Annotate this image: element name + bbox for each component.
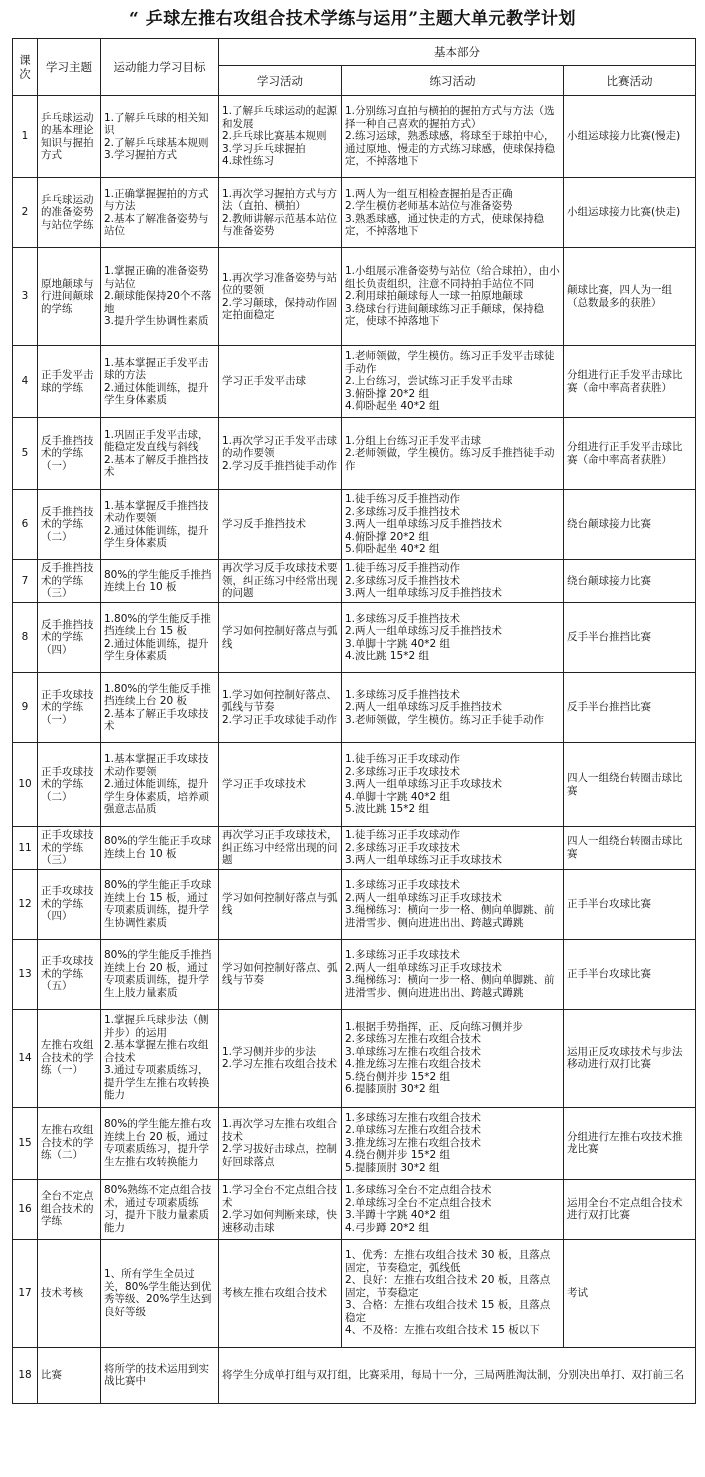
learning-activity-cell-line: 4.球性练习 (222, 155, 275, 168)
practice-activity-cell-line: 2.两人一组单球练习正手攻球技术 (345, 891, 503, 904)
match-activity-cell-line: 反手半台推挡比赛 (567, 701, 651, 714)
topic-cell: 反手推挡技术的学练（二） (38, 490, 101, 560)
practice-activity-cell (342, 418, 564, 490)
learning-activity-cell-line: 2.乒乓球比赛基本规则 (222, 130, 327, 143)
learning-activity-cell-line: 1.再次学习左推右攻组合技术 (222, 1118, 338, 1143)
learning-activity-cell-line: 再次学习正手攻球技术，纠正练习中经常出现的问题 (222, 829, 338, 866)
practice-activity-cell-line: 3.两人一组单球练习正手攻球技术 (345, 854, 503, 866)
lesson-number: 9 (13, 673, 38, 743)
match-activity-cell (564, 96, 696, 178)
topic-cell: 原地颠球与行进间颠球的学练 (38, 248, 101, 346)
goal-cell-line: 1、所有学生全员过关，80%学生能达到优秀等级、20%学生达到良好等级 (104, 1268, 212, 1318)
practice-activity-cell-line: 1.多球练习反手推挡技术 (345, 612, 461, 625)
practice-activity-cell (342, 560, 564, 603)
lesson-number: 8 (13, 603, 38, 673)
table-row (13, 490, 696, 560)
learning-activity-cell-line: 1.学习如何控制好落点、弧线与节奏 (222, 688, 338, 714)
learning-activity-cell (219, 743, 342, 827)
practice-activity-cell-line: 1、优秀：左推右攻组合技术 30 板，且落点固定，节奏稳定，弧线低 (345, 1249, 551, 1274)
header-lesson: 课次 (13, 39, 38, 96)
practice-activity-cell-line: 4.波比跳 15*2 组 (345, 650, 429, 662)
learning-activity-cell (219, 673, 342, 743)
learning-activity-cell-line: 学习如何控制好落点、弧线与节奏 (222, 961, 338, 986)
practice-activity-cell (342, 178, 564, 248)
lesson-number: 16 (13, 1179, 38, 1239)
goal-cell (101, 178, 219, 248)
learning-activity-cell (219, 827, 342, 870)
table-row (13, 1239, 696, 1347)
practice-activity-cell (342, 96, 564, 178)
practice-activity-cell (342, 1009, 564, 1107)
learning-activity-cell-line: 2.学习如何判断来球，快速移动击球 (222, 1209, 338, 1234)
practice-activity-cell-line: 3.两人一组单球练习反手推挡技术 (345, 587, 503, 600)
goal-cell-line: 2.通过体能训练，提升学生身体素质 (104, 524, 209, 549)
goal-cell-line: 80%熟练不定点组合技术，通过专项素质练习，提升下肢力量素质能力 (104, 1184, 212, 1234)
practice-activity-cell-line: 1.分组上台练习正手发平击球 (345, 434, 482, 447)
practice-activity-cell-line: 2.两人一组单球练习反手推挡技术 (345, 625, 503, 637)
lesson-number: 1 (13, 96, 38, 178)
practice-activity-cell-line: 3.单球练习左推右攻组合技术 (345, 1045, 482, 1058)
goal-cell-line: 2.颠球能保持20个不落地 (104, 290, 212, 315)
learning-activity-cell-line: 1.再次学习正手发平击球的动作要领 (222, 434, 338, 460)
practice-activity-cell-line: 5.仰卧起坐 40*2 组 (345, 543, 440, 556)
practice-activity-cell-line: 2.练习运球，熟悉球感，将球至于球拍中心，通过原地、慢走的方式练习球感，使球保持稳定，不掉落地下 (345, 130, 555, 168)
practice-activity-cell-line: 2、良好：左推右攻组合技术 20 板，且落点固定，节奏稳定 (345, 1274, 551, 1299)
lesson-number: 18 (13, 1347, 38, 1403)
learning-activity-cell-line: 2.学习正手攻球徒手动作 (222, 713, 338, 726)
match-activity-cell (564, 248, 696, 346)
practice-activity-cell (342, 346, 564, 418)
learning-activity-cell-line: 1.学习侧并步的步法 (222, 1045, 317, 1058)
practice-activity-cell-line: 3.两人一组单球练习正手攻球技术 (345, 778, 503, 791)
match-activity-cell-line: 反手半台推挡比赛 (567, 631, 651, 644)
match-activity-cell (564, 1107, 696, 1179)
learning-activity-cell-line: 1.学习全台不定点组合技术 (222, 1184, 338, 1209)
learning-activity-cell (219, 869, 342, 939)
match-activity-cell (564, 1009, 696, 1107)
learning-activity-cell-line: 学习如何控制好落点与弧线 (222, 891, 338, 916)
practice-activity-cell-line: 5.绕台侧并步 15*2 组 (345, 1070, 450, 1083)
practice-activity-cell (342, 603, 564, 673)
practice-activity-cell-line: 3.两人一组单球练习反手推挡技术 (345, 518, 503, 531)
practice-activity-cell-line: 3、合格：左推右攻组合技术 15 板，且落点稳定 (345, 1299, 551, 1324)
topic-cell: 比赛 (38, 1347, 101, 1403)
practice-activity-cell-line: 2.多球练习左推右攻组合技术 (345, 1033, 482, 1045)
topic-cell: 反手推挡技术的学练（三） (38, 560, 101, 603)
table-row (13, 1107, 696, 1179)
practice-activity-cell (342, 673, 564, 743)
goal-cell (101, 603, 219, 673)
practice-activity-cell-line: 2.老师领做，学生模仿。练习反手推挡徒手动作 (345, 447, 555, 472)
learning-activity-cell (219, 1107, 342, 1179)
table-row (13, 827, 696, 870)
table-row (13, 560, 696, 603)
lesson-number: 5 (13, 418, 38, 490)
match-activity-cell-line: 运用全台不定点组合技术进行双打比赛 (567, 1196, 683, 1221)
table-row (13, 603, 696, 673)
goal-cell-line: 2.基本掌握左推右攻组合技术 (104, 1039, 209, 1064)
goal-cell-line: 1.基本掌握正手发平击球的方法 (104, 356, 209, 381)
goal-cell-line: 1.80%的学生能反手推挡连续上台 20 板 (104, 682, 211, 707)
learning-activity-cell-line: 3.学习乒乓球握拍 (222, 142, 306, 155)
practice-activity-cell-line: 3.单脚十字跳 40*2 组 (345, 637, 450, 650)
goal-cell (101, 96, 219, 178)
page-title: “ 乒球左推右攻组合技术学练与运用”主题大单元教学计划 (129, 9, 576, 29)
goal-cell-line: 将所学的技术运用到实战比赛中 (104, 1362, 209, 1387)
goal-cell (101, 1239, 219, 1347)
learning-activity-cell-line: 学习正手攻球技术 (222, 778, 306, 791)
goal-cell (101, 490, 219, 560)
lesson-number: 15 (13, 1107, 38, 1179)
learning-activity-cell (219, 96, 342, 178)
table-row (13, 418, 696, 490)
goal-cell (101, 1179, 219, 1239)
practice-activity-cell-line: 1.徒手练习反手推挡动作 (345, 562, 461, 575)
learning-activity-cell-line: 再次学习反手攻球技术要领，纠正练习中经常出现的问题 (222, 562, 338, 600)
match-activity-cell (564, 939, 696, 1009)
learning-activity-cell (219, 939, 342, 1009)
topic-cell: 正手攻球技术的学练（一） (38, 673, 101, 743)
lesson-number: 3 (13, 248, 38, 346)
lesson-number: 13 (13, 939, 38, 1009)
goal-cell (101, 673, 219, 743)
goal-cell-line: 1.80%的学生能反手推挡连续上台 15 板 (104, 612, 211, 637)
practice-activity-cell-line: 1.多球练习正手攻球技术 (345, 879, 461, 891)
practice-activity-cell-line: 1.多球练习左推右攻组合技术 (345, 1111, 482, 1124)
goal-cell-line: 3.学习握拍方式 (104, 149, 178, 161)
match-activity-cell-line: 考试 (567, 1286, 588, 1299)
practice-activity-cell (342, 1107, 564, 1179)
goal-cell (101, 418, 219, 490)
topic-cell: 左推右攻组合技术的学练（二） (38, 1107, 101, 1179)
table-row (13, 869, 696, 939)
lesson-number: 12 (13, 869, 38, 939)
goal-cell (101, 560, 219, 603)
practice-activity-cell (342, 490, 564, 560)
practice-activity-cell-line: 4.单脚十字跳 40*2 组 (345, 790, 450, 803)
match-activity-cell (564, 178, 696, 248)
practice-activity-cell-line: 3.老师领做，学生模仿。练习正手徒手动作 (345, 713, 545, 726)
practice-activity-cell-line: 1.分别练习直拍与横拍的握拍方式与方法（选择一种自己喜欢的握拍方式） (345, 105, 555, 130)
learning-activity-cell-line: 1.了解乒乓球运动的起源和发展 (222, 105, 338, 130)
practice-activity-cell-line: 4.仰卧起坐 40*2 组 (345, 400, 440, 413)
learning-activity-cell-line: 学习如何控制好落点与弧线 (222, 625, 338, 650)
practice-activity-cell-line: 1.多球练习反手推挡技术 (345, 688, 461, 701)
topic-cell: 正手攻球技术的学练（四） (38, 869, 101, 939)
goal-cell (101, 1009, 219, 1107)
match-activity-cell-line: 小组运球接力比赛(慢走) (567, 130, 681, 143)
lesson-number: 10 (13, 743, 38, 827)
practice-activity-cell-line: 3.半蹲十字跳 40*2 组 (345, 1209, 450, 1221)
practice-activity-cell-line: 2.两人一组单球练习反手推挡技术 (345, 701, 503, 714)
practice-activity-cell-line: 1.老师领做，学生模仿。练习正手发平击球徒手动作 (345, 350, 555, 375)
practice-activity-cell-line: 1.小组展示准备姿势与站位（给合球拍），由小组长负责组织，注意不同持拍手站位不同 (345, 265, 560, 290)
match-activity-cell (564, 418, 696, 490)
header-basic-part: 基本部分 (219, 39, 696, 66)
match-activity-cell-line: 四人一组绕台转圈击球比赛 (567, 772, 683, 797)
lesson-number: 17 (13, 1239, 38, 1347)
practice-activity-cell-line: 6.提膝顶肘 30*2 组 (345, 1083, 440, 1095)
match-activity-cell (564, 346, 696, 418)
goal-cell-line: 1.基本掌握正手攻球技术动作要领 (104, 753, 209, 778)
goal-cell-line: 2.基本了解准备姿势与站位 (104, 212, 209, 237)
goal-cell (101, 827, 219, 870)
match-activity-cell (564, 827, 696, 870)
practice-activity-cell (342, 1239, 564, 1347)
match-activity-cell (564, 1239, 696, 1347)
goal-cell-line: 80%的学生能反手推挡连续上台 10 板 (104, 568, 212, 593)
topic-cell: 正手攻球技术的学练（三） (38, 827, 101, 870)
match-activity-cell-line: 运用正反攻球技术与步法移动进行双打比赛 (567, 1045, 683, 1070)
goal-cell-line: 2.基本了解正手攻球技术 (104, 707, 209, 732)
practice-activity-cell-line: 3.熟悉球感，通过快走的方式，使球保持稳定，不掉落地下 (345, 212, 545, 237)
practice-activity-cell-line: 1.徒手练习正手攻球动作 (345, 829, 461, 841)
goal-cell (101, 1107, 219, 1179)
goal-cell (101, 939, 219, 1009)
practice-activity-cell-line: 2.多球练习正手攻球技术 (345, 841, 461, 854)
learning-activity-cell-line: 2.学习反手推挡徒手动作 (222, 459, 338, 472)
topic-cell: 反手推挡技术的学练（四） (38, 603, 101, 673)
goal-cell-line: 80%的学生能正手攻球连续上台 10 板 (104, 835, 212, 860)
practice-activity-cell-line: 3.绕球台行进间颠球练习正手颠球，保持稳定，使球不掉落地下 (345, 302, 545, 328)
practice-activity-cell-line: 5.波比跳 15*2 组 (345, 803, 429, 816)
topic-cell: 左推右攻组合技术的学练（一） (38, 1009, 101, 1107)
practice-activity-cell-line: 2.上台练习，尝试练习正手发平击球 (345, 375, 513, 388)
table-row (13, 673, 696, 743)
practice-activity-cell-line: 3.推龙练习左推右攻组合技术 (345, 1136, 482, 1149)
practice-activity-cell-line: 1.多球练习正手攻球技术 (345, 949, 461, 961)
topic-cell: 正手攻球技术的学练（五） (38, 939, 101, 1009)
match-activity-cell-line: 正手半台攻球比赛 (567, 967, 651, 980)
goal-cell-line: 2.了解乒乓球基本规则 (104, 136, 209, 149)
learning-activity-cell-line: 2.学习左推右攻组合技术 (222, 1058, 338, 1070)
topic-cell: 正手攻球技术的学练（二） (38, 743, 101, 827)
match-activity-cell (564, 673, 696, 743)
match-activity-cell (564, 1179, 696, 1239)
goal-cell (101, 248, 219, 346)
match-activity-cell-line: 颠球比赛，四人为一组（总数最多的获胜） (567, 284, 672, 309)
header-practice-activity: 练习活动 (342, 66, 564, 96)
lesson-number: 14 (13, 1009, 38, 1107)
match-activity-cell (564, 490, 696, 560)
match-activity-cell (564, 560, 696, 603)
learning-activity-cell-line: 2.学习颠球，保持动作固定拍面稳定 (222, 296, 338, 321)
learning-activity-cell-line: 1.再次学习握拍方式与方法（直拍、横拍） (222, 187, 338, 212)
header-match-activity: 比赛活动 (564, 66, 696, 96)
learning-activity-cell (219, 418, 342, 490)
topic-cell: 全台不定点组合技术的学练 (38, 1179, 101, 1239)
learning-activity-cell (219, 560, 342, 603)
goal-cell-line: 2.基本了解反手推挡技术 (104, 453, 209, 478)
learning-activity-cell (219, 178, 342, 248)
goal-cell (101, 743, 219, 827)
practice-activity-cell (342, 939, 564, 1009)
learning-activity-cell (219, 1009, 342, 1107)
table-row (13, 346, 696, 418)
match-activity-cell-line: 四人一组绕台转圈击球比赛 (567, 835, 683, 860)
goal-cell (101, 1347, 219, 1403)
header-goal: 运动能力学习目标 (101, 39, 219, 96)
learning-activity-cell-line: 2.学习拔好击球点，控制好回球落点 (222, 1143, 338, 1168)
practice-activity-cell-line: 1.两人为一组互相检查握拍是否正确 (345, 187, 513, 200)
topic-cell: 乒乓球运动的准备姿势与站位学练 (38, 178, 101, 248)
table-row (13, 248, 696, 346)
match-activity-cell (564, 603, 696, 673)
table-row (13, 1179, 696, 1239)
table-row (13, 939, 696, 1009)
goal-cell-line: 1.正确掌握握拍的方式与方法 (104, 187, 209, 212)
goal-cell-line: 1.掌握乒乓球步法（侧并步）的运用 (104, 1014, 209, 1039)
practice-activity-cell-line: 3.绳梯练习：横向一步一格、侧向单脚跳、前进滑雪步、侧向进进出出、跨越式蹲跳 (345, 974, 555, 999)
match-activity-cell-line: 分组进行左推右攻技术推龙比赛 (567, 1130, 683, 1155)
table-row (13, 1347, 696, 1403)
practice-activity-cell-line: 2.单球练习左推右攻组合技术 (345, 1124, 482, 1137)
practice-activity-cell-line: 4.绕台侧并步 15*2 组 (345, 1149, 450, 1162)
practice-activity-cell-line: 2.单球练习全台不定点组合技术 (345, 1196, 492, 1209)
learning-activity-cell-line: 1.再次学习准备姿势与站位的要领 (222, 271, 338, 296)
learning-activity-cell (219, 248, 342, 346)
table-row (13, 1009, 696, 1107)
goal-cell-line: 80%的学生能正手攻球连续上台 15 板，通过专项素质训练，提升学生协调性素质 (104, 879, 212, 929)
goal-cell-line: 1.巩固正手发平击球，能稳定发直线与斜线 (104, 428, 209, 453)
practice-activity-cell (342, 1179, 564, 1239)
learning-activity-cell-line: 2.教师讲解示范基本站位与准备姿势 (222, 212, 338, 237)
practice-activity-cell-line: 2.多球练习反手推挡技术 (345, 505, 461, 518)
practice-activity-cell-line: 2.利用球拍颠球每人一球一拍原地颠球 (345, 290, 524, 303)
practice-activity-cell-line: 5.提膝顶肘 30*2 组 (345, 1161, 440, 1174)
learning-activity-cell (219, 1179, 342, 1239)
match-activity-cell-line: 小组运球接力比赛(快走) (567, 206, 681, 219)
practice-activity-cell (342, 869, 564, 939)
practice-activity-cell (342, 248, 564, 346)
learning-activity-cell (219, 490, 342, 560)
practice-activity-cell-line: 2.多球练习反手推挡技术 (345, 574, 461, 587)
practice-activity-cell-line: 4.推龙练习左推右攻组合技术 (345, 1058, 482, 1070)
goal-cell-line: 1.了解乒乓球的相关知识 (104, 111, 209, 136)
table-row (13, 96, 696, 178)
practice-activity-cell-line: 4.俯卧撑 20*2 组 (345, 530, 429, 543)
teaching-plan-table (12, 38, 696, 1404)
match-activity-cell-line: 分组进行正手发平击球比赛（命中率高者获胜） (567, 369, 683, 394)
practice-activity-cell-line: 3.绳梯练习：横向一步一格、侧向单脚跳、前进滑雪步、侧向进进出出、跨越式蹲跳 (345, 904, 555, 929)
header-topic: 学习主题 (38, 39, 101, 96)
practice-activity-cell-line: 2.两人一组单球练习正手攻球技术 (345, 961, 503, 974)
practice-activity-cell-line: 1.徒手练习正手攻球动作 (345, 753, 461, 766)
learning-activity-cell (219, 1239, 342, 1347)
practice-activity-cell-line: 2.多球练习正手攻球技术 (345, 765, 461, 778)
goal-cell-line: 2.通过体能训练，提升学生身体素质，培养顽强意志品质 (104, 778, 209, 816)
goal-cell-line: 3.提升学生协调性素质 (104, 315, 209, 328)
topic-cell: 正手发平击球的学练 (38, 346, 101, 418)
match-activity-cell-line: 绕台颠球接力比赛 (567, 518, 651, 531)
lesson-number: 4 (13, 346, 38, 418)
topic-cell: 反手推挡技术的学练（一） (38, 418, 101, 490)
goal-cell-line: 80%的学生能反手推挡连续上台 20 板，通过专项素质训练，提升学生上肢力量素质 (104, 949, 212, 999)
match-activity-cell (564, 743, 696, 827)
lesson-number: 2 (13, 178, 38, 248)
goal-cell-line: 80%的学生能左推右攻连续上台 20 板，通过专项素质练习，提升学生左推右攻转换能力 (104, 1118, 212, 1168)
goal-cell-line: 3.通过专项素质练习，提升学生左推右攻转换能力 (104, 1064, 209, 1102)
learning-activity-cell-line: 学习反手推挡技术 (222, 518, 306, 531)
match-activity-cell-line: 绕台颠球接力比赛 (567, 574, 651, 587)
table-row (13, 743, 696, 827)
goal-cell-line: 1.掌握正确的准备姿势与站位 (104, 265, 209, 290)
learning-activity-cell-line: 考核左推右攻组合技术 (222, 1286, 327, 1299)
match-activity-cell-line: 正手半台攻球比赛 (567, 897, 651, 910)
practice-activity-cell-line: 1.徒手练习反手推挡动作 (345, 493, 461, 506)
header-learning-activity: 学习活动 (219, 66, 342, 96)
topic-cell: 乒乓球运动的基本理论知识与握拍方式 (38, 96, 101, 178)
practice-activity-cell-line: 2.学生模仿老师基本站位与准备姿势 (345, 200, 513, 212)
match-activity-cell-line: 分组进行正手发平击球比赛（命中率高者获胜） (567, 441, 683, 466)
goal-cell (101, 869, 219, 939)
match-activity-cell (564, 869, 696, 939)
lesson-number: 7 (13, 560, 38, 603)
goal-cell-line: 2.通过体能训练，提升学生身体素质 (104, 381, 209, 406)
table-row (13, 178, 696, 248)
practice-activity-cell-line: 4.弓步蹲 20*2 组 (345, 1221, 429, 1234)
goal-cell-line: 1.基本掌握反手推挡技术动作要领 (104, 499, 209, 524)
practice-activity-cell-line: 4、不及格：左推右攻组合技术 15 板以下 (345, 1324, 540, 1337)
lesson-number: 11 (13, 827, 38, 870)
lesson-number: 6 (13, 490, 38, 560)
topic-cell: 技术考核 (38, 1239, 101, 1347)
practice-activity-cell-line: 3.俯卧撑 20*2 组 (345, 387, 429, 400)
merged-activity-cell: 将学生分成单打组与双打组，比赛采用，每局十一分，三局两胜淘汰制，分别决出单打、双打前三名 (219, 1347, 696, 1403)
learning-activity-cell (219, 346, 342, 418)
goal-cell (101, 346, 219, 418)
table-body (13, 96, 696, 1404)
practice-activity-cell-line: 1.多球练习全台不定点组合技术 (345, 1184, 492, 1196)
practice-activity-cell (342, 743, 564, 827)
practice-activity-cell (342, 827, 564, 870)
learning-activity-cell-line: 学习正手发平击球 (222, 375, 306, 388)
learning-activity-cell (219, 603, 342, 673)
practice-activity-cell-line: 1.根据手势指挥，正、反向练习侧并步 (345, 1020, 524, 1033)
goal-cell-line: 2.通过体能训练，提升学生身体素质 (104, 637, 209, 662)
